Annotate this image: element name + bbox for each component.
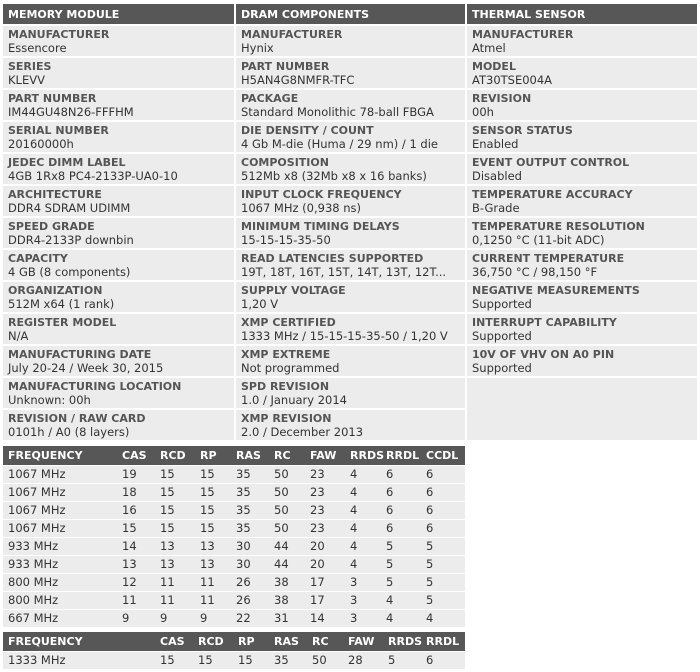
table-cell: 4 <box>345 555 381 573</box>
table-cell: 4 <box>381 609 421 627</box>
field-label: JEDEC DIMM LABEL <box>8 156 126 169</box>
xmp-timings-header-row <box>3 632 465 651</box>
table-cell: 17 <box>305 573 345 591</box>
table-cell: 4 <box>421 609 465 627</box>
table-cell: 23 <box>305 519 345 537</box>
field-value: AT30TSE004A <box>472 73 553 87</box>
field-label: CAPACITY <box>8 252 68 265</box>
field-value: B-Grade <box>472 201 520 215</box>
column-header: RRDS <box>345 446 381 465</box>
field-value: KLEVV <box>8 73 45 87</box>
thermal-sensor-field <box>467 122 697 152</box>
column-header: RRDS <box>383 632 421 651</box>
table-row <box>3 519 465 537</box>
table-cell: 35 <box>269 651 307 669</box>
thermal-sensor-field <box>467 250 697 280</box>
table-cell: 6 <box>381 501 421 519</box>
thermal-sensor-field <box>467 282 697 312</box>
field-label: TEMPERATURE ACCURACY <box>472 188 633 201</box>
table-cell: 5 <box>383 651 421 669</box>
dram-components-header: DRAM COMPONENTS <box>236 4 465 24</box>
thermal-sensor-field <box>467 58 697 88</box>
column-header: CAS <box>155 632 193 651</box>
table-cell: 30 <box>231 555 269 573</box>
memory-module-field <box>3 218 234 248</box>
thermal-sensor-field <box>467 26 697 56</box>
dram-components-field <box>236 90 465 120</box>
field-value: N/A <box>8 329 29 343</box>
field-label: READ LATENCIES SUPPORTED <box>241 252 424 265</box>
field-label: SPD REVISION <box>241 380 330 393</box>
table-cell: 6 <box>421 483 465 501</box>
dram-components-field <box>236 378 465 408</box>
table-cell: 4 <box>345 465 381 483</box>
table-cell: 3 <box>345 591 381 609</box>
table-cell: 15 <box>155 501 195 519</box>
field-value: 4 GB (8 components) <box>8 265 131 279</box>
column-header: CAS <box>117 446 155 465</box>
field-label: XMP REVISION <box>241 412 332 425</box>
table-cell: 933 MHz <box>3 537 117 555</box>
table-row <box>3 483 465 501</box>
table-cell: 13 <box>117 555 155 573</box>
table-cell: 15 <box>195 519 231 537</box>
table-cell: 38 <box>269 573 305 591</box>
thermal-sensor-field <box>467 346 697 376</box>
field-value: 0,1250 °C (11-bit ADC) <box>472 233 605 247</box>
table-row <box>3 573 465 591</box>
field-label: REVISION <box>472 92 532 105</box>
table-cell: 1333 MHz <box>3 651 155 669</box>
column-header: RRDL <box>381 446 421 465</box>
table-cell: 19 <box>117 465 155 483</box>
field-value: 1333 MHz / 15-15-15-35-50 / 1,20 V <box>241 329 448 343</box>
jedec-timings-table <box>3 446 465 627</box>
jedec-timings-header-row <box>3 446 465 465</box>
table-cell: 4 <box>345 483 381 501</box>
xmp-timings-table <box>3 632 465 669</box>
field-value: Not programmed <box>241 361 340 375</box>
dram-components-field <box>236 314 465 344</box>
table-cell: 9 <box>117 609 155 627</box>
field-label: NEGATIVE MEASUREMENTS <box>472 284 640 297</box>
thermal-sensor-field <box>467 154 697 184</box>
table-row <box>3 555 465 573</box>
field-value: Standard Monolithic 78-ball FBGA <box>241 105 434 119</box>
field-label: MANUFACTURING DATE <box>8 348 152 361</box>
memory-module-header: MEMORY MODULE <box>3 4 234 24</box>
table-cell: 28 <box>343 651 383 669</box>
dram-components-field <box>236 282 465 312</box>
memory-module-field <box>3 122 234 152</box>
memory-module-field <box>3 378 234 408</box>
table-cell: 6 <box>421 501 465 519</box>
dram-components-field <box>236 250 465 280</box>
table-cell: 16 <box>117 501 155 519</box>
table-cell: 35 <box>231 483 269 501</box>
column-header: RP <box>233 632 269 651</box>
field-label: INTERRUPT CAPABILITY <box>472 316 617 329</box>
memory-module-field <box>3 154 234 184</box>
table-cell: 9 <box>155 609 195 627</box>
field-label: SPEED GRADE <box>8 220 95 233</box>
dram-components-field <box>236 346 465 376</box>
memory-module-field <box>3 282 234 312</box>
table-cell: 5 <box>381 537 421 555</box>
field-value: Disabled <box>472 169 522 183</box>
field-label: MINIMUM TIMING DELAYS <box>241 220 400 233</box>
field-label: DIE DENSITY / COUNT <box>241 124 374 137</box>
field-value: 1067 MHz (0,938 ns) <box>241 201 362 215</box>
table-row <box>3 537 465 555</box>
table-cell: 44 <box>269 555 305 573</box>
table-cell: 23 <box>305 501 345 519</box>
table-cell: 4 <box>345 501 381 519</box>
table-cell: 11 <box>117 591 155 609</box>
table-cell: 15 <box>195 501 231 519</box>
table-cell: 3 <box>345 609 381 627</box>
table-cell: 800 MHz <box>3 591 117 609</box>
field-value: Enabled <box>472 137 519 151</box>
field-value: 0101h / A0 (8 layers) <box>8 425 130 439</box>
column-header: RC <box>307 632 343 651</box>
dram-components-field <box>236 58 465 88</box>
field-label: 10V OF VHV ON A0 PIN <box>472 348 615 361</box>
column-header: RC <box>269 446 305 465</box>
table-cell: 35 <box>231 465 269 483</box>
memory-module-field <box>3 346 234 376</box>
field-value: Supported <box>472 297 532 311</box>
field-value: Supported <box>472 329 532 343</box>
table-cell: 11 <box>155 591 195 609</box>
field-value: 512M x64 (1 rank) <box>8 297 115 311</box>
table-cell: 1067 MHz <box>3 501 117 519</box>
table-cell: 3 <box>345 573 381 591</box>
table-row <box>3 591 465 609</box>
column-header: FAW <box>305 446 345 465</box>
table-cell: 13 <box>155 537 195 555</box>
table-cell: 13 <box>195 537 231 555</box>
table-cell: 50 <box>269 501 305 519</box>
table-cell: 1067 MHz <box>3 519 117 537</box>
field-value: Essencore <box>8 41 67 55</box>
field-value: 1,20 V <box>241 297 279 311</box>
table-cell: 15 <box>195 465 231 483</box>
field-label: MANUFACTURING LOCATION <box>8 380 182 393</box>
field-label: SUPPLY VOLTAGE <box>241 284 346 297</box>
field-label: SERIES <box>8 60 52 73</box>
field-value: H5AN4G8NMFR-TFC <box>241 73 355 87</box>
field-value: 20160000h <box>8 137 74 151</box>
table-cell: 15 <box>155 465 195 483</box>
field-value: Unknown: 00h <box>8 393 91 407</box>
memory-module-field <box>3 58 234 88</box>
field-value: 4 Gb M-die (Huma / 29 nm) / 1 die <box>241 137 438 151</box>
memory-module-field <box>3 26 234 56</box>
column-header: CCDL <box>421 446 465 465</box>
field-value: 36,750 °C / 98,150 °F <box>472 265 598 279</box>
dram-components-field <box>236 122 465 152</box>
table-cell: 6 <box>381 465 421 483</box>
table-cell: 667 MHz <box>3 609 117 627</box>
table-cell: 13 <box>195 555 231 573</box>
table-cell: 1067 MHz <box>3 465 117 483</box>
field-label: XMP EXTREME <box>241 348 331 361</box>
thermal-sensor-header: THERMAL SENSOR <box>467 4 697 24</box>
table-cell: 15 <box>155 651 193 669</box>
table-cell: 23 <box>305 483 345 501</box>
column-header: FAW <box>343 632 383 651</box>
table-cell: 6 <box>421 651 465 669</box>
dram-components-field <box>236 410 465 440</box>
field-label: ORGANIZATION <box>8 284 103 297</box>
table-cell: 15 <box>193 651 233 669</box>
thermal-sensor-field <box>467 314 697 344</box>
table-cell: 9 <box>195 609 231 627</box>
thermal-sensor-panel <box>467 4 697 440</box>
field-label: REVISION / RAW CARD <box>8 412 146 425</box>
table-cell: 38 <box>269 591 305 609</box>
field-value: Hynix <box>241 41 274 55</box>
field-value: IM44GU48N26-FFFHM <box>8 105 134 119</box>
table-cell: 30 <box>231 537 269 555</box>
field-label: XMP CERTIFIED <box>241 316 336 329</box>
memory-module-panel <box>3 4 234 442</box>
field-label: MANUFACTURER <box>241 28 343 41</box>
table-cell: 13 <box>155 555 195 573</box>
field-value: 1.0 / January 2014 <box>241 393 347 407</box>
field-value: Atmel <box>472 41 506 55</box>
field-label: CURRENT TEMPERATURE <box>472 252 625 265</box>
field-value: 00h <box>472 105 494 119</box>
field-label: PART NUMBER <box>8 92 97 105</box>
field-value: 15-15-15-35-50 <box>241 233 331 247</box>
table-cell: 15 <box>155 483 195 501</box>
table-cell: 4 <box>345 537 381 555</box>
field-label: SERIAL NUMBER <box>8 124 109 137</box>
table-cell: 35 <box>231 519 269 537</box>
thermal-sensor-field <box>467 218 697 248</box>
memory-module-field <box>3 90 234 120</box>
table-cell: 50 <box>269 483 305 501</box>
field-value: 19T, 18T, 16T, 15T, 14T, 13T, 12T... <box>241 265 447 279</box>
thermal-sensor-field <box>467 90 697 120</box>
table-row <box>3 465 465 483</box>
table-cell: 5 <box>421 537 465 555</box>
field-value: July 20-24 / Week 30, 2015 <box>8 361 164 375</box>
table-cell: 11 <box>155 573 195 591</box>
table-cell: 6 <box>381 483 421 501</box>
field-value: 512Mb x8 (32Mb x8 x 16 banks) <box>241 169 427 183</box>
dram-components-field <box>236 26 465 56</box>
field-value: Supported <box>472 361 532 375</box>
table-cell: 11 <box>195 573 231 591</box>
field-label: TEMPERATURE RESOLUTION <box>472 220 645 233</box>
field-label: SENSOR STATUS <box>472 124 573 137</box>
table-cell: 15 <box>117 519 155 537</box>
table-cell: 5 <box>421 591 465 609</box>
table-cell: 50 <box>269 519 305 537</box>
column-header: RCD <box>193 632 233 651</box>
field-label: INPUT CLOCK FREQUENCY <box>241 188 402 201</box>
thermal-sensor-field <box>467 186 697 216</box>
table-cell: 4 <box>345 519 381 537</box>
column-header: RP <box>195 446 231 465</box>
table-cell: 1067 MHz <box>3 483 117 501</box>
table-cell: 20 <box>305 555 345 573</box>
column-header: RCD <box>155 446 195 465</box>
table-cell: 14 <box>305 609 345 627</box>
column-header: RAS <box>269 632 307 651</box>
field-label: COMPOSITION <box>241 156 329 169</box>
field-label: ARCHITECTURE <box>8 188 102 201</box>
table-cell: 22 <box>231 609 269 627</box>
column-header: RRDL <box>421 632 465 651</box>
column-header: FREQUENCY <box>3 446 117 465</box>
table-row <box>3 609 465 627</box>
table-cell: 26 <box>231 573 269 591</box>
table-cell: 31 <box>269 609 305 627</box>
table-cell: 5 <box>421 573 465 591</box>
field-label: MODEL <box>472 60 516 73</box>
table-cell: 5 <box>381 555 421 573</box>
dram-components-field <box>236 218 465 248</box>
field-value: DDR4-2133P downbin <box>8 233 134 247</box>
field-value: 2.0 / December 2013 <box>241 425 364 439</box>
table-cell: 18 <box>117 483 155 501</box>
field-label: REGISTER MODEL <box>8 316 117 329</box>
table-cell: 5 <box>421 555 465 573</box>
memory-module-field <box>3 186 234 216</box>
table-cell: 23 <box>305 465 345 483</box>
table-row <box>3 501 465 519</box>
field-label: MANUFACTURER <box>8 28 110 41</box>
table-cell: 5 <box>381 573 421 591</box>
table-cell: 50 <box>307 651 343 669</box>
table-cell: 44 <box>269 537 305 555</box>
table-cell: 6 <box>421 519 465 537</box>
table-cell: 26 <box>231 591 269 609</box>
field-value: 4GB 1Rx8 PC4-2133P-UA0-10 <box>8 169 178 183</box>
table-cell: 12 <box>117 573 155 591</box>
dram-components-field <box>236 186 465 216</box>
empty-panel-area <box>467 378 697 440</box>
field-label: MANUFACTURER <box>472 28 574 41</box>
table-cell: 15 <box>233 651 269 669</box>
dram-components-panel <box>236 4 465 442</box>
table-cell: 933 MHz <box>3 555 117 573</box>
table-cell: 6 <box>381 519 421 537</box>
dram-components-field <box>236 154 465 184</box>
field-label: PART NUMBER <box>241 60 330 73</box>
column-header: FREQUENCY <box>3 632 155 651</box>
column-header: RAS <box>231 446 269 465</box>
table-cell: 20 <box>305 537 345 555</box>
field-value: DDR4 SDRAM UDIMM <box>8 201 131 215</box>
field-label: EVENT OUTPUT CONTROL <box>472 156 630 169</box>
table-cell: 17 <box>305 591 345 609</box>
table-cell: 14 <box>117 537 155 555</box>
table-cell: 15 <box>155 519 195 537</box>
memory-module-field <box>3 314 234 344</box>
table-row <box>3 651 465 669</box>
table-cell: 35 <box>231 501 269 519</box>
table-cell: 15 <box>195 483 231 501</box>
table-cell: 11 <box>195 591 231 609</box>
field-label: PACKAGE <box>241 92 299 105</box>
memory-module-field <box>3 410 234 440</box>
table-cell: 6 <box>421 465 465 483</box>
memory-module-field <box>3 250 234 280</box>
table-cell: 800 MHz <box>3 573 117 591</box>
table-cell: 4 <box>381 591 421 609</box>
table-cell: 50 <box>269 465 305 483</box>
